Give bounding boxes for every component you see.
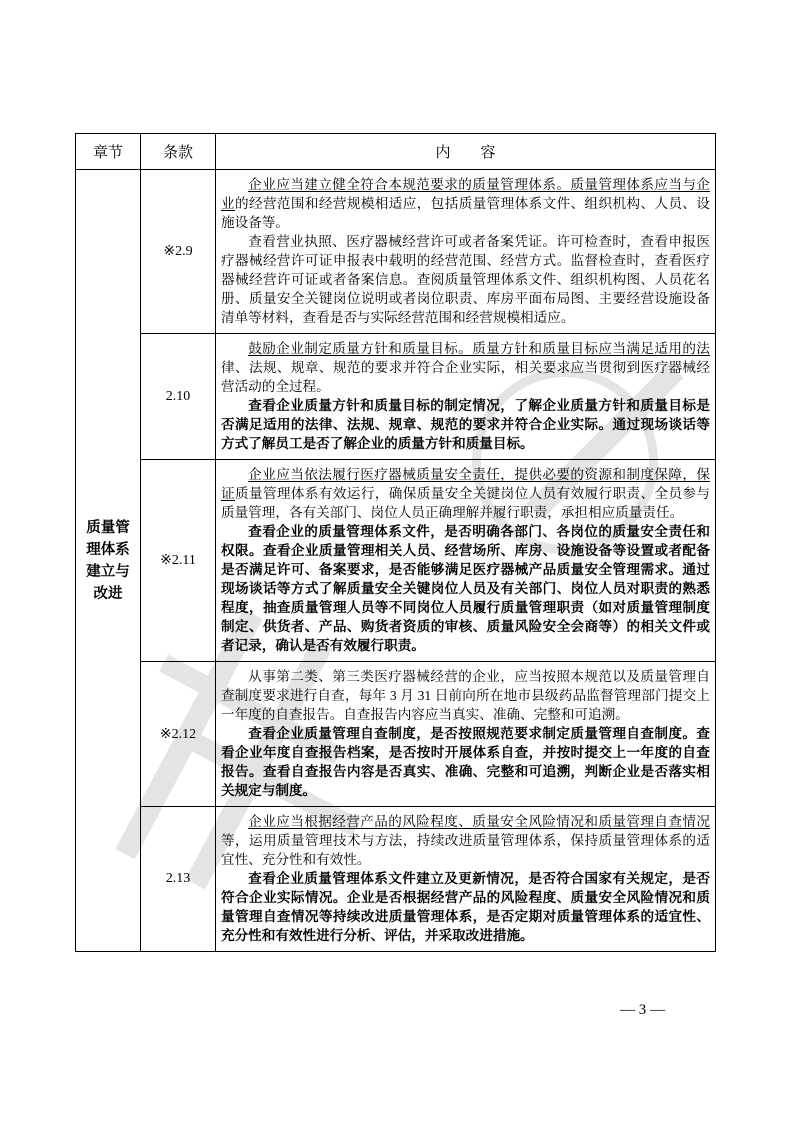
inspection-paragraph: 查看企业的质量管理体系文件，是否明确各部门、各岗位的质量安全责任和权限。查看企业质量管理相关人员、经营场所、库房、设施设备等设置或者配备是否满足许可、备案要求，是否能够满足医疗器械产品质量安全管理需求。通过现场谈话等方式了解质量安全关键岗位人员及有关部门、岗位人员对职责的熟悉程度，抽查质量管理人员等不同岗位人员履行质量管理职责（如对质量管理制度制定、供货者、产品、购货者资质的审核、质量风险安全会商等）的相关文件或者记录，确认是否有效履行职责。 [221, 524, 710, 653]
table-header-row [76, 134, 716, 170]
inspection-paragraph: 查看营业执照、医疗器械经营许可或者备案凭证。许可检查时，查看申报医疗器械经营许可证申报表中载明的经营范围、经营方式。监督检查时，查看医疗器械经营许可证或者备案信息。查阅质量管理体系文件、组织机构图、人员花名册、质量安全关键岗位说明或者岗位职责、库房平面布局图、主要经营设施设备清单等材料，查看是否与实际经营范围和经营规模相适应。 [221, 234, 710, 325]
page-number: — 3 — [620, 1002, 665, 1018]
clause-cell: 2.13 [141, 807, 216, 952]
clause-cell: ※2.12 [141, 662, 216, 807]
header-clause: 条款 [141, 134, 216, 170]
clause-cell: 2.10 [141, 334, 216, 460]
table-row [76, 807, 716, 952]
content-cell [216, 170, 716, 334]
table-row [76, 662, 716, 807]
table-row [76, 460, 716, 662]
inspection-paragraph: 查看企业质量管理体系文件建立及更新情况，是否符合国家有关规定，是否符合企业实际情况。企业是否根据经营产品的风险程度、质量安全风险情况和质量管理自查情况等持续改进质量管理体系，是否定期对质量管理体系的适宜性、充分性和有效性进行分析、评估，并采取改进措施。 [221, 871, 710, 943]
content-cell [216, 807, 716, 952]
clause-cell: ※2.9 [141, 170, 216, 334]
content-cell [216, 334, 716, 460]
inspection-items-table [75, 133, 716, 952]
chapter-label: 质量管理体系建立与改进 [86, 519, 130, 602]
inspection-paragraph: 查看企业质量管理自查制度，是否按照规范要求制定质量管理自查制度。查看企业年度自查报告档案，是否按时开展体系自查，并按时提交上一年度的自查报告。查看自查报告内容是否真实、准确、完整和可追溯，判断企业是否落实相关规定与制度。 [221, 726, 710, 798]
table-row [76, 334, 716, 460]
regulation-paragraph: 企业应当根据经营产品的风险程度、质量安全风险情况和质量管理自查情况等，运用质量管理技术与方法，持续改进质量管理体系，保持质量管理体系的适宜性、充分性和有效性。 [221, 814, 710, 867]
table-row [76, 170, 716, 334]
inspection-paragraph: 查看企业质量方针和质量目标的制定情况，了解企业质量方针和质量目标是否满足适用的法律、法规、规章、规范的要求并符合企业实际。通过现场谈话等方式了解员工是否了解企业的质量方针和质量目标。 [221, 398, 710, 451]
regulation-paragraph: 企业应当依法履行医疗器械质量安全责任，提供必要的资源和制度保障，保证质量管理体系有效运行，确保质量安全关键岗位人员有效履行职责、全员参与质量管理，各有关部门、岗位人员正确理解并履行职责，承担相应质量责任。 [221, 467, 710, 520]
chapter-cell [76, 170, 141, 952]
clause-cell: ※2.11 [141, 460, 216, 662]
header-chapter: 章节 [76, 134, 141, 170]
content-cell [216, 662, 716, 807]
regulation-paragraph: 鼓励企业制定质量方针和质量目标。质量方针和质量目标应当满足适用的法律、法规、规章、规范的要求并符合企业实际，相关要求应当贯彻到医疗器械经营活动的全过程。 [221, 341, 710, 394]
header-content: 内 容 [216, 134, 716, 170]
regulation-paragraph: 企业应当建立健全符合本规范要求的质量管理体系。质量管理体系应当与企业的经营范围和经营规模相适应，包括质量管理体系文件、组织机构、人员、设施设备等。 [221, 177, 710, 230]
regulation-paragraph: 从事第二类、第三类医疗器械经营的企业，应当按照本规范以及质量管理自查制度要求进行自查，每年 3 月 31 日前向所在地市县级药品监督管理部门提交上一年度的自查报告。自查报告内容应当真实、准确、完整和可追溯。 [221, 669, 710, 722]
content-cell [216, 460, 716, 662]
